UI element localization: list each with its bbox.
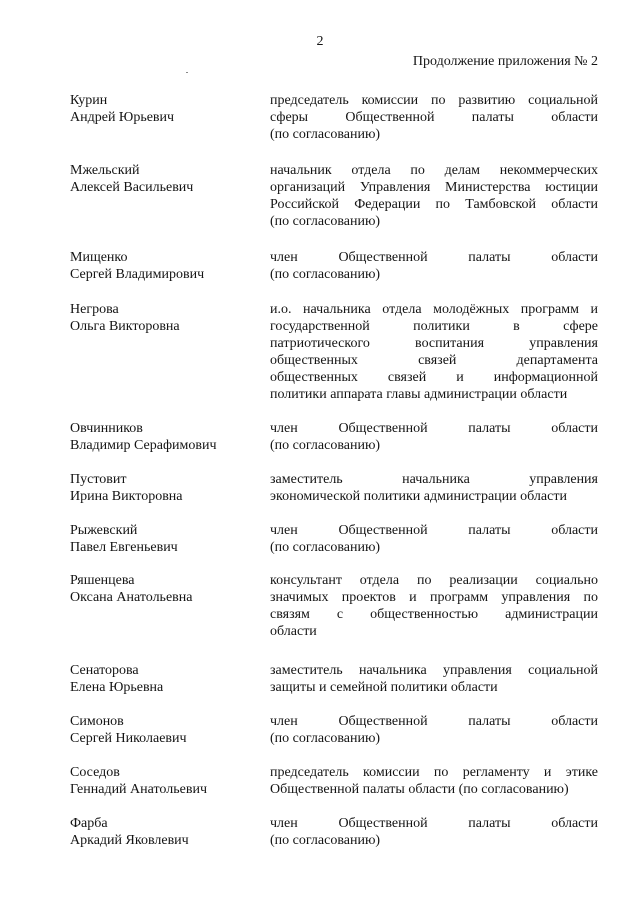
role-line: общественных связей департамента [270, 353, 598, 368]
member-entry [70, 420, 598, 454]
member-surname: Пустовит [70, 472, 127, 487]
role-line: консультант отдела по реализации социально [270, 573, 598, 588]
member-given-names: Андрей Юрьевич [70, 110, 175, 125]
member-surname: Курин [70, 93, 108, 108]
role-line: член Общественной палаты области [270, 816, 598, 831]
scan-speck [186, 72, 188, 73]
member-name [70, 764, 270, 798]
member-surname: Мжельский [70, 163, 140, 178]
member-name [70, 815, 270, 849]
member-surname: Мищенко [70, 250, 128, 265]
member-name [70, 249, 270, 283]
role-line: начальник отдела по делам некоммерческих [270, 163, 598, 178]
member-role [270, 815, 598, 849]
role-line: (по согласованию) [270, 540, 381, 555]
member-given-names: Елена Юрьевна [70, 680, 164, 695]
member-entry [70, 713, 598, 747]
member-surname: Овчинников [70, 421, 143, 436]
member-given-names: Сергей Николаевич [70, 731, 187, 746]
member-given-names: Павел Евгеньевич [70, 540, 178, 555]
member-role [270, 92, 598, 143]
member-role [270, 420, 598, 454]
member-surname: Симонов [70, 714, 124, 729]
member-name [70, 162, 270, 230]
member-surname: Ряшенцева [70, 573, 135, 588]
role-line: (по согласованию) [270, 127, 381, 142]
member-given-names: Сергей Владимирович [70, 267, 205, 282]
role-line: связям с общественностью администрации [270, 607, 598, 622]
member-given-names: Аркадий Яковлевич [70, 833, 189, 848]
member-name [70, 92, 270, 143]
member-entry [70, 92, 598, 143]
member-role [270, 249, 598, 283]
member-entry [70, 764, 598, 798]
role-line: (по согласованию) [270, 438, 381, 453]
member-role [270, 522, 598, 556]
role-line: значимых проектов и программ управления по [270, 590, 598, 605]
member-entry [70, 662, 598, 696]
role-line: член Общественной палаты области [270, 421, 598, 436]
role-line: экономической политики администрации области [270, 489, 567, 504]
member-name [70, 420, 270, 454]
member-entry [70, 162, 598, 230]
role-line: Российской Федерации по Тамбовской области [270, 197, 598, 212]
member-surname: Соседов [70, 765, 120, 780]
member-entry [70, 471, 598, 505]
role-line: член Общественной палаты области [270, 523, 598, 538]
member-given-names: Оксана Анатольевна [70, 590, 193, 605]
role-line: (по согласованию) [270, 833, 381, 848]
role-line: организаций Управления Министерства юстиции [270, 180, 598, 195]
role-line: защиты и семейной политики области [270, 680, 498, 695]
member-name [70, 572, 270, 640]
member-role [270, 471, 598, 505]
role-line: (по согласованию) [270, 731, 381, 746]
member-role [270, 572, 598, 640]
role-line: области [270, 624, 317, 639]
role-line: Общественной палаты области (по согласованию) [270, 782, 569, 797]
role-line: политики аппарата главы администрации области [270, 387, 568, 402]
member-role [270, 662, 598, 696]
role-line: и.о. начальника отдела молодёжных программ и [270, 302, 598, 317]
member-entry [70, 815, 598, 849]
member-entry [70, 301, 598, 403]
member-given-names: Геннадий Анатольевич [70, 782, 207, 797]
role-line: (по согласованию) [270, 214, 381, 229]
member-name [70, 662, 270, 696]
role-line: (по согласованию) [270, 267, 381, 282]
role-line: заместитель начальника управления социальной [270, 663, 598, 678]
member-role [270, 162, 598, 230]
member-role [270, 301, 598, 403]
role-line: сферы Общественной палаты области [270, 110, 598, 125]
role-line: общественных связей и информационной [270, 370, 598, 385]
member-given-names: Владимир Серафимович [70, 438, 217, 453]
role-line: председатель комиссии по развитию социальной [270, 93, 598, 108]
role-line: государственной политики в сфере [270, 319, 598, 334]
member-given-names: Ирина Викторовна [70, 489, 183, 504]
member-roster [70, 92, 598, 849]
member-surname: Негрова [70, 302, 119, 317]
member-surname: Сенаторова [70, 663, 139, 678]
member-entry [70, 572, 598, 640]
member-role [270, 764, 598, 798]
annex-heading: Продолжение приложения № 2 [412, 54, 598, 69]
member-given-names: Алексей Васильевич [70, 180, 194, 195]
member-role [270, 713, 598, 747]
role-line: член Общественной палаты области [270, 714, 598, 729]
member-name [70, 471, 270, 505]
member-surname: Рыжевский [70, 523, 138, 538]
member-name [70, 522, 270, 556]
member-entry [70, 522, 598, 556]
member-given-names: Ольга Викторовна [70, 319, 180, 334]
member-name [70, 301, 270, 403]
page-number: 2 [316, 34, 324, 49]
role-line: председатель комиссии по регламенту и этике [270, 765, 598, 780]
member-entry [70, 249, 598, 283]
role-line: член Общественной палаты области [270, 250, 598, 265]
member-name [70, 713, 270, 747]
role-line: патриотического воспитания управления [270, 336, 598, 351]
member-surname: Фарба [70, 816, 108, 831]
role-line: заместитель начальника управления [270, 472, 598, 487]
